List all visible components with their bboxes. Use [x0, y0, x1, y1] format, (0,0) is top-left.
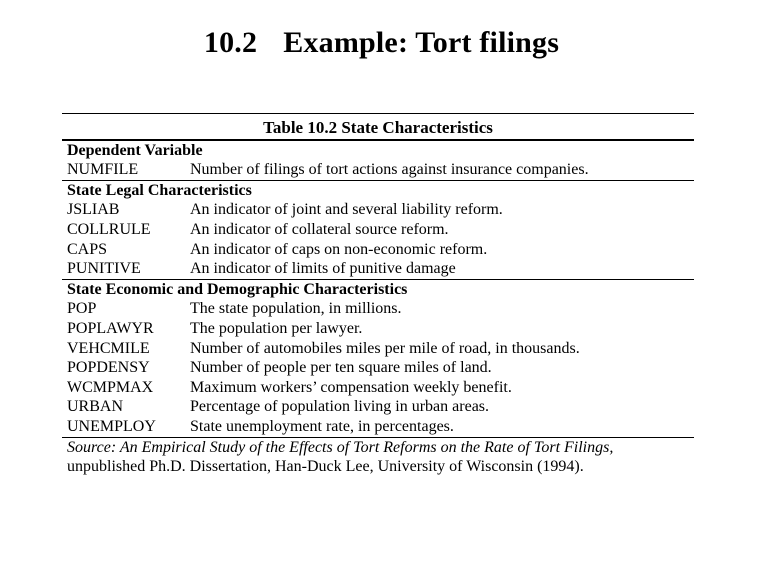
- variable-description: Number of filings of tort actions against insurance companies.: [190, 161, 589, 179]
- table-title: Table 10.2 State Characteristics: [263, 118, 493, 137]
- variable-name: UNEMPLOY: [67, 417, 156, 435]
- variable-description: Maximum workers’ compensation weekly benefit.: [190, 378, 512, 396]
- table-row: [62, 200, 694, 220]
- variable-description: The population per lawyer.: [190, 319, 363, 337]
- table-row: [62, 397, 694, 417]
- variable-name: POPLAWYR: [67, 319, 154, 337]
- variable-description: Number of people per ten square miles of land.: [190, 359, 492, 377]
- variable-description: Percentage of population living in urban areas.: [190, 398, 490, 416]
- slide-title: [0, 26, 763, 60]
- state-characteristics-table: [62, 113, 694, 477]
- variable-name: URBAN: [67, 398, 124, 416]
- table-row: [62, 160, 694, 180]
- section-heading: State Legal Characteristics: [67, 181, 252, 199]
- table-row: [62, 259, 694, 279]
- variable-description: The state population, in millions.: [190, 300, 402, 318]
- table-row: [62, 220, 694, 240]
- slide-number: 10.2: [203, 26, 258, 59]
- table-section-economic: [62, 280, 694, 437]
- variable-name: CAPS: [67, 240, 108, 258]
- source-line-2: unpublished Ph.D. Dissertation, Han-Duck Lee, University of Wisconsin (1994).: [67, 458, 584, 476]
- table-row: [62, 358, 694, 378]
- variable-description: State unemployment rate, in percentages.: [190, 417, 454, 435]
- variable-name: POPDENSY: [67, 359, 150, 377]
- slide-title-text: Example: Tort filings: [283, 26, 560, 59]
- variable-name: POP: [67, 300, 97, 318]
- table-row: [62, 378, 694, 398]
- variable-name: JSLIAB: [67, 201, 120, 219]
- variable-description: An indicator of caps on non-economic reform.: [190, 240, 488, 258]
- section-heading: Dependent Variable: [67, 141, 203, 159]
- table-source: [62, 438, 694, 477]
- variable-name: NUMFILE: [67, 161, 139, 179]
- table-row: [62, 240, 694, 260]
- variable-description: Number of automobiles miles per mile of road, in thousands.: [190, 339, 580, 357]
- table-row: [62, 339, 694, 359]
- variable-name: COLLRULE: [67, 220, 151, 238]
- section-heading: State Economic and Demographic Characteristics: [67, 280, 408, 298]
- variable-name: VEHCMILE: [67, 339, 150, 357]
- variable-description: An indicator of limits of punitive damage: [190, 260, 456, 278]
- table-row: [62, 319, 694, 339]
- source-line-1: Source: An Empirical Study of the Effects of Tort Reforms on the Rate of Tort Filings,: [67, 438, 614, 456]
- variable-description: An indicator of joint and several liability reform.: [190, 201, 503, 219]
- table-section-legal: [62, 181, 694, 279]
- variable-description: An indicator of collateral source reform.: [190, 220, 449, 238]
- table-section-dependent: [62, 141, 694, 180]
- variable-name: PUNITIVE: [67, 260, 141, 278]
- table-row: [62, 299, 694, 319]
- table-row: [62, 417, 694, 437]
- variable-name: WCMPMAX: [67, 378, 154, 396]
